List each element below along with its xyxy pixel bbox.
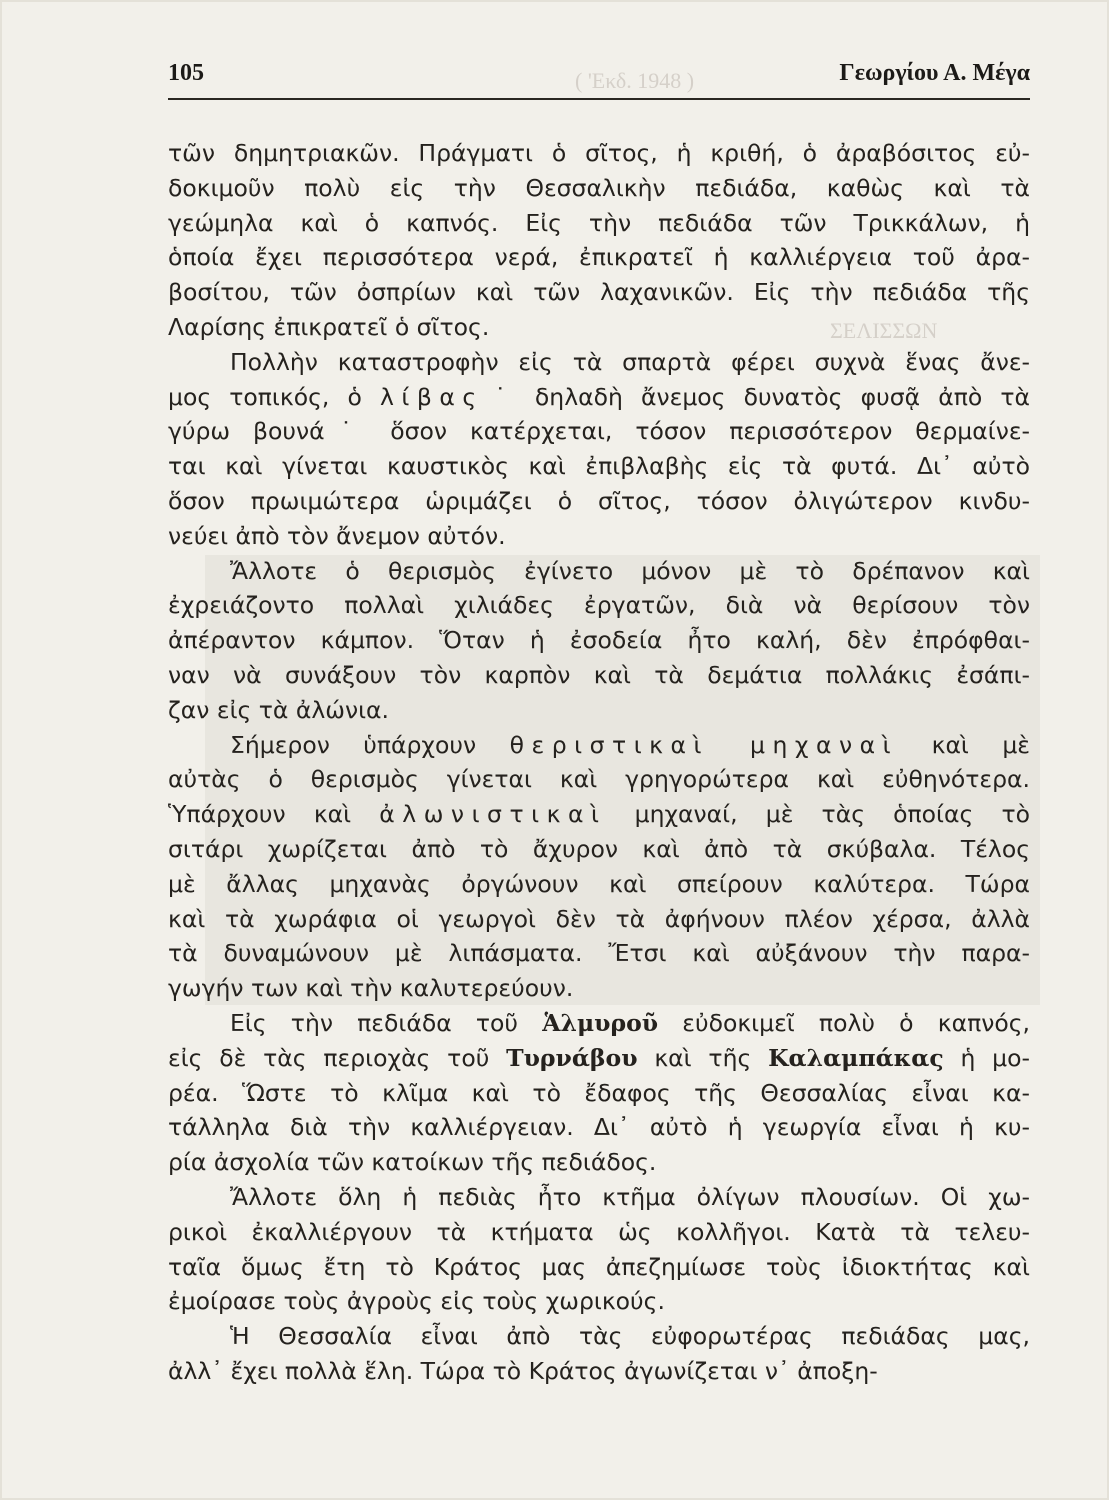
- text-line: [168, 345, 1030, 380]
- text-line: [168, 762, 1030, 797]
- text-line: [168, 1215, 1030, 1250]
- text-line: [168, 1006, 1030, 1041]
- text-line: [168, 414, 1030, 449]
- text-line: [168, 1180, 1030, 1215]
- text-segment: ὁποία ἔχει περισσότερα νερά, ἐπικρατεῖ ἡ καλλιέργεια τοῦ ἀρα-: [168, 243, 1030, 272]
- text-line: [168, 240, 1030, 275]
- text-line: [168, 588, 1030, 623]
- text-segment: ἡ μο-: [943, 1043, 1030, 1072]
- text-segment: καὶ τὰ χωράφια οἱ γεωργοὶ δὲν τὰ ἀφήνουν πλέον χέρσα, ἀλλὰ: [168, 904, 1030, 933]
- text-line: [168, 658, 1030, 693]
- bold-place-name: Καλαμπάκας: [768, 1043, 944, 1072]
- text-line: [168, 206, 1030, 241]
- text-segment: ρία ἀσχολία τῶν κατοίκων τῆς πεδιάδος.: [168, 1148, 657, 1177]
- spaced-term: λίβας: [380, 382, 484, 411]
- text-segment: μος τοπικός, ὁ: [168, 382, 380, 411]
- text-segment: ἀλλ᾽ ἔχει πολλὰ ἕλη. Τώρα τὸ Κράτος ἀγωνίζεται ν᾽ ἀποξη-: [168, 1356, 878, 1385]
- text-line: [168, 1354, 1030, 1389]
- text-segment: καὶ τῆς: [637, 1043, 769, 1072]
- text-segment: γωγήν των καὶ τὴν καλυτερεύουν.: [168, 974, 574, 1003]
- text-segment: Σήμερον ὑπάρχουν: [230, 730, 510, 759]
- text-line: [168, 867, 1030, 902]
- text-line: [168, 275, 1030, 310]
- page-header: [168, 58, 1030, 100]
- text-line: [168, 380, 1030, 415]
- bleed-through-text-top: ( 'Εκδ. 1948 ): [575, 68, 695, 93]
- text-segment: Ἡ Θεσσαλία εἶναι ἀπὸ τὰς εὐφορωτέρας πεδιάδας μας,: [230, 1322, 1030, 1351]
- text-segment: νεύει ἀπὸ τὸν ἄνεμον αὐτόν.: [168, 521, 506, 550]
- text-line: [168, 1145, 1030, 1180]
- text-line: [168, 136, 1030, 171]
- text-line: [168, 1319, 1030, 1354]
- paragraph-4: [168, 728, 1030, 1006]
- text-segment: ρικοὶ ἐκαλλιέργουν τὰ κτήματα ὡς κολλῆγοι. Κατὰ τὰ τελευ-: [168, 1217, 1030, 1246]
- text-segment: σιτάρι χωρίζεται ἀπὸ τὸ ἄχυρον καὶ ἀπὸ τὰ σκύβαλα. Τέλος: [168, 834, 1030, 863]
- text-line: [168, 449, 1030, 484]
- running-head-author: Γεωργίου Α. Μέγα: [839, 60, 1030, 86]
- text-line: [168, 902, 1030, 937]
- text-line: [168, 554, 1030, 589]
- text-segment: τὰ δυναμώνουν μὲ λιπάσματα. Ἔτσι καὶ αὐξάνουν τὴν παρα-: [168, 939, 1030, 968]
- text-line: [168, 728, 1030, 763]
- spaced-term: θεριστικαὶ μηχαναὶ: [509, 730, 899, 759]
- text-line: [168, 623, 1030, 658]
- text-segment: γεώμηλα καὶ ὁ καπνός. Εἰς τὴν πεδιάδα τῶν Τρικκάλων, ἡ: [168, 208, 1030, 237]
- text-line: [168, 797, 1030, 832]
- text-line: [168, 1041, 1030, 1076]
- text-segment: καὶ μὲ: [898, 730, 1030, 759]
- text-segment: ναν νὰ συνάξουν τὸν καρπὸν καὶ τὰ δεμάτια πολλάκις ἐσάπι-: [168, 660, 1030, 689]
- text-line: [168, 832, 1030, 867]
- spaced-term: ἀλωνιστικαὶ: [379, 800, 607, 829]
- text-segment: εὐδοκιμεῖ πολὺ ὁ καπνός,: [658, 1008, 1030, 1037]
- text-line: [168, 1284, 1030, 1319]
- text-segment: γύρω βουνά˙ ὅσον κατέρχεται, τόσον περισσότερον θερμαίνε-: [168, 417, 1030, 446]
- text-segment: βοσίτου, τῶν ὀσπρίων καὶ τῶν λαχανικῶν. Εἰς τὴν πεδιάδα τῆς: [168, 278, 1030, 307]
- text-segment: Ἄλλοτε ὅλη ἡ πεδιὰς ἦτο κτῆμα ὀλίγων πλουσίων. Οἱ χω-: [230, 1182, 1030, 1211]
- body-text: [168, 136, 1030, 1389]
- text-segment: Ὑπάρχουν καὶ: [168, 800, 380, 829]
- paragraph-5: [168, 1006, 1030, 1180]
- text-segment: ὅσον πρωιμώτερα ὡριμάζει ὁ σῖτος, τόσον ὀλιγώτερον κινδυ-: [168, 486, 1030, 515]
- text-segment: δοκιμοῦν πολὺ εἰς τὴν Θεσσαλικὴν πεδιάδα, καθὼς καὶ τὰ: [168, 173, 1030, 202]
- bold-place-name: Ἁλμυροῦ: [542, 1008, 659, 1037]
- text-segment: μηχαναί, μὲ τὰς ὁποίας τὸ: [606, 800, 1030, 829]
- bold-place-name: Τυρνάβου: [506, 1043, 638, 1072]
- text-line: [168, 1250, 1030, 1285]
- paragraph-7: [168, 1319, 1030, 1389]
- text-segment: Λαρίσης ἐπικρατεῖ ὁ σῖτος.: [168, 312, 490, 341]
- paragraph-6: [168, 1180, 1030, 1319]
- page-number: 105: [168, 60, 204, 86]
- text-line: [168, 484, 1030, 519]
- text-segment: ˙ δηλαδὴ ἄνεμος δυνατὸς φυσᾷ ἀπὸ τὰ: [483, 382, 1030, 411]
- text-segment: ἐμοίρασε τοὺς ἀγροὺς εἰς τοὺς χωρικούς.: [168, 1287, 665, 1316]
- text-line: [168, 171, 1030, 206]
- text-segment: μὲ ἄλλας μηχανὰς ὀργώνουν καὶ σπείρουν καλύτερα. Τώρα: [168, 869, 1030, 898]
- text-segment: Πολλὴν καταστροφὴν εἰς τὰ σπαρτὰ φέρει συχνὰ ἕνας ἄνε-: [230, 347, 1030, 376]
- text-segment: εἰς δὲ τὰς περιοχὰς τοῦ: [168, 1043, 507, 1072]
- text-segment: ταῖα ὅμως ἔτη τὸ Κράτος μας ἀπεζημίωσε τοὺς ἰδιοκτήτας καὶ: [168, 1252, 1030, 1281]
- bleed-through-text-middle: ΣΕΛΙΣΣΩΝ: [830, 318, 938, 343]
- text-segment: τάλληλα διὰ τὴν καλλιέργειαν. Δι᾽ αὐτὸ ἡ γεωργία εἶναι ἡ κυ-: [168, 1113, 1030, 1142]
- text-line: [168, 936, 1030, 971]
- text-line: [168, 519, 1030, 554]
- text-segment: ρέα. Ὥστε τὸ κλῖμα καὶ τὸ ἔδαφος τῆς Θεσσαλίας εἶναι κα-: [168, 1078, 1030, 1107]
- text-segment: ἀπέραντον κάμπον. Ὅταν ἡ ἐσοδεία ἦτο καλή, δὲν ἐπρόφθαι-: [168, 626, 1030, 655]
- text-segment: τῶν δημητριακῶν. Πράγματι ὁ σῖτος, ἡ κριθή, ὁ ἀραβόσιτος εὐ-: [168, 139, 1030, 167]
- text-segment: ται καὶ γίνεται καυστικὸς καὶ ἐπιβλαβὴς εἰς τὰ φυτά. Δι᾽ αὐτὸ: [168, 452, 1030, 481]
- text-line: [168, 310, 1030, 345]
- text-segment: ζαν εἰς τὰ ἀλώνια.: [168, 695, 390, 724]
- text-line: [168, 1076, 1030, 1111]
- paragraph-2: [168, 345, 1030, 554]
- text-line: [168, 693, 1030, 728]
- text-line: [168, 1110, 1030, 1145]
- text-line: [168, 971, 1030, 1006]
- text-segment: Εἰς τὴν πεδιάδα τοῦ: [230, 1008, 543, 1037]
- text-segment: αὐτὰς ὁ θερισμὸς γίνεται καὶ γρηγορώτερα καὶ εὐθηνότερα.: [168, 765, 1030, 794]
- text-segment: ἐχρειάζοντο πολλαὶ χιλιάδες ἐργατῶν, διὰ νὰ θερίσουν τὸν: [168, 591, 1030, 620]
- text-segment: Ἄλλοτε ὁ θερισμὸς ἐγίνετο μόνον μὲ τὸ δρέπανον καὶ: [230, 556, 1030, 585]
- paragraph-1: [168, 136, 1030, 345]
- paragraph-3: [168, 554, 1030, 728]
